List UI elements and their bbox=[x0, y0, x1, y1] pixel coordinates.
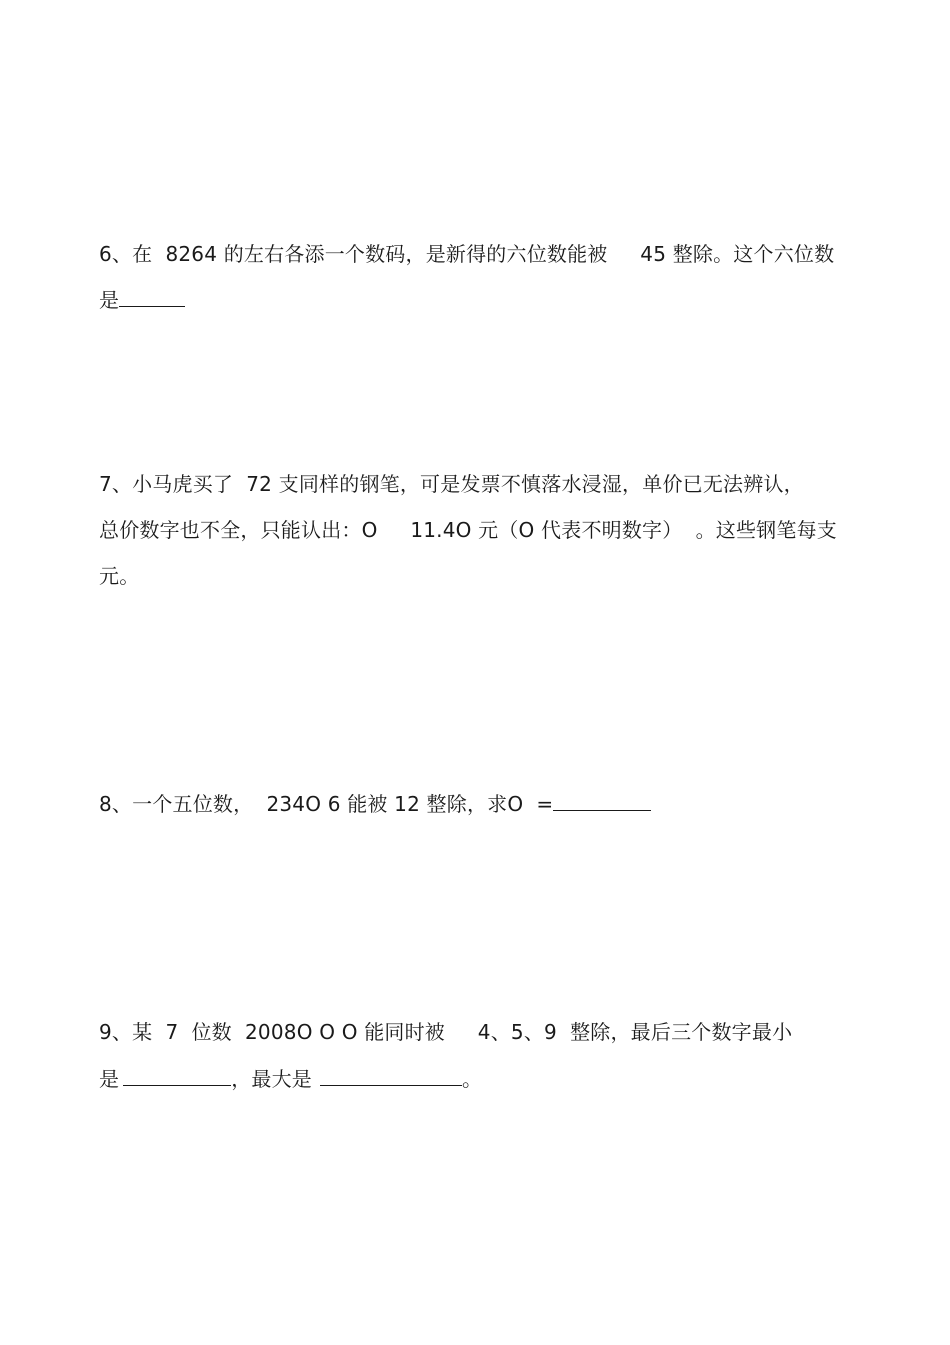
question-9-suffix: 。 bbox=[462, 1067, 483, 1091]
question-8-text: 8、一个五位数， 234O 6 能被 12 整除，求O = bbox=[99, 792, 554, 816]
question-7-line-1: 7、小马虎买了 72 支同样的钢笔，可是发票不慎落水浸湿，单价已无法辨认， bbox=[99, 472, 804, 496]
question-9-middle: ，最大是 bbox=[231, 1067, 313, 1091]
question-7-line-3: 元。 bbox=[99, 564, 140, 588]
answer-blank-8[interactable] bbox=[553, 790, 651, 811]
question-9-prefix: 是 bbox=[99, 1067, 120, 1091]
question-8-line-1 bbox=[99, 790, 651, 818]
question-6-line-1: 6、在 8264 的左右各添一个数码，是新得的六位数能被 45 整除。这个六位数 bbox=[99, 242, 835, 266]
question-7-line-2: 总价数字也不全，只能认出：O 11.4O 元（O 代表不明数字） 。这些钢笔每支 bbox=[99, 518, 837, 542]
question-6-line-2 bbox=[99, 286, 185, 314]
question-6-prefix: 是 bbox=[99, 288, 120, 312]
answer-blank-6[interactable] bbox=[119, 286, 185, 307]
question-9-line-1: 9、某 7 位数 2008O O O 能同时被 4、5、9 整除，最后三个数字最小 bbox=[99, 1020, 793, 1044]
answer-blank-9-max[interactable] bbox=[320, 1065, 462, 1086]
question-9-line-2 bbox=[99, 1065, 482, 1093]
answer-blank-9-min[interactable] bbox=[123, 1065, 231, 1086]
